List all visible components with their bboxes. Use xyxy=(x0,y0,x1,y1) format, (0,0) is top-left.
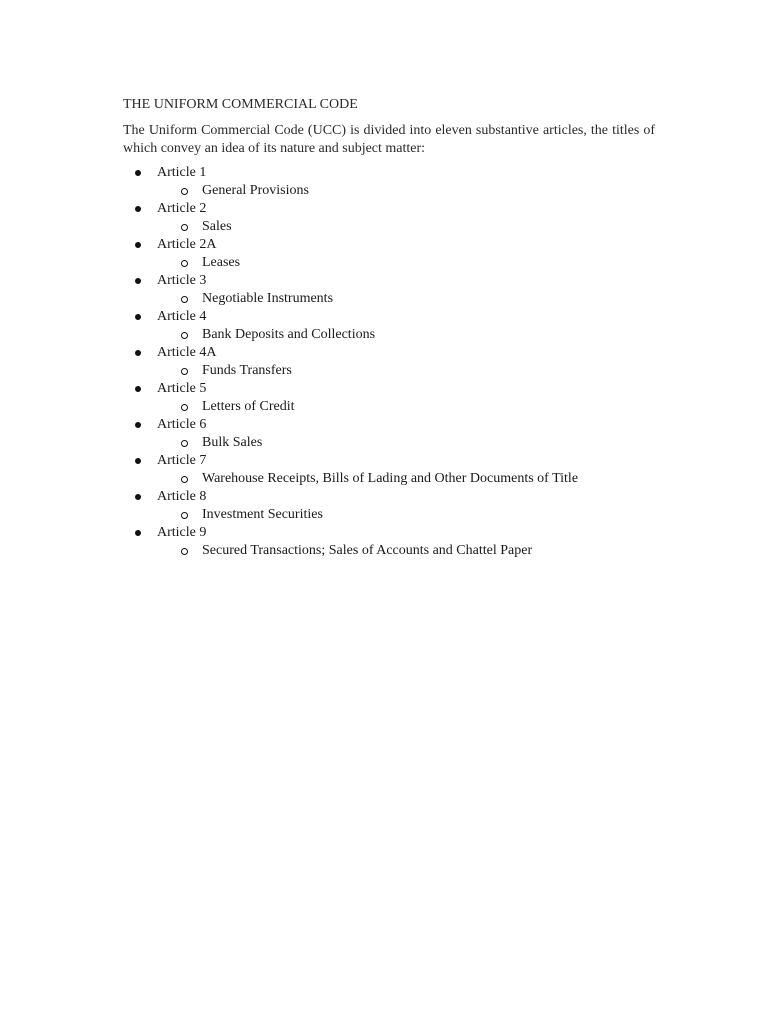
article-subject-list xyxy=(157,434,655,452)
article-subject: Funds Transfers xyxy=(202,363,292,378)
article-subject-list xyxy=(157,362,655,380)
article-item xyxy=(123,416,655,452)
article-subject-item xyxy=(157,290,655,308)
article-subject: Sales xyxy=(202,219,232,234)
article-label: Article 1 xyxy=(157,165,207,180)
article-label: Article 2 xyxy=(157,201,207,216)
bullet-icon xyxy=(134,272,142,290)
article-subject-item xyxy=(157,470,655,488)
article-subject: Negotiable Instruments xyxy=(202,291,334,306)
article-item xyxy=(123,344,655,380)
bullet-icon xyxy=(134,380,142,398)
article-subject: Letters of Credit xyxy=(202,399,295,414)
bullet-icon xyxy=(134,488,142,506)
article-subject: General Provisions xyxy=(202,183,309,198)
sub-bullet-icon xyxy=(180,362,188,380)
article-subject-list xyxy=(157,218,655,236)
document-page xyxy=(123,96,655,560)
article-subject-item xyxy=(157,182,655,200)
sub-bullet-icon xyxy=(180,542,188,560)
bullet-icon xyxy=(134,452,142,470)
article-label: Article 8 xyxy=(157,489,207,504)
article-item xyxy=(123,200,655,236)
article-subject-item xyxy=(157,506,655,524)
article-label: Article 6 xyxy=(157,417,207,432)
sub-bullet-icon xyxy=(180,434,188,452)
article-subject: Warehouse Receipts, Bills of Lading and Other Documents of Title xyxy=(202,471,579,486)
sub-bullet-icon xyxy=(180,182,188,200)
article-item xyxy=(123,272,655,308)
article-subject: Bank Deposits and Collections xyxy=(202,327,376,342)
bullet-icon xyxy=(134,164,142,182)
article-subject-item xyxy=(157,362,655,380)
article-item xyxy=(123,524,655,560)
article-label: Article 7 xyxy=(157,453,207,468)
article-subject-list xyxy=(157,290,655,308)
article-item xyxy=(123,308,655,344)
article-subject-list xyxy=(157,542,655,560)
bullet-icon xyxy=(134,344,142,362)
article-item xyxy=(123,164,655,200)
document-title: THE UNIFORM COMMERCIAL CODE xyxy=(123,97,358,112)
article-subject-item xyxy=(157,398,655,416)
article-item xyxy=(123,452,655,488)
sub-bullet-icon xyxy=(180,290,188,308)
bullet-icon xyxy=(134,200,142,218)
article-subject-list xyxy=(157,506,655,524)
article-subject-item xyxy=(157,542,655,560)
article-list xyxy=(123,164,655,560)
article-label: Article 4A xyxy=(157,345,217,360)
article-subject-item xyxy=(157,218,655,236)
article-subject: Secured Transactions; Sales of Accounts and Chattel Paper xyxy=(202,543,533,558)
bullet-icon xyxy=(134,236,142,254)
article-label: Article 3 xyxy=(157,273,207,288)
article-subject-list xyxy=(157,470,655,488)
intro-paragraph: The Uniform Commercial Code (UCC) is divided into eleven substantive articles, the titles of which convey an idea of its nature and subject matter: xyxy=(123,123,655,156)
sub-bullet-icon xyxy=(180,398,188,416)
article-subject-item xyxy=(157,254,655,272)
sub-bullet-icon xyxy=(180,218,188,236)
article-subject-list xyxy=(157,254,655,272)
article-subject-list xyxy=(157,182,655,200)
article-label: Article 9 xyxy=(157,525,207,540)
bullet-icon xyxy=(134,308,142,326)
article-subject: Bulk Sales xyxy=(202,435,263,450)
article-subject-list xyxy=(157,326,655,344)
article-item xyxy=(123,236,655,272)
sub-bullet-icon xyxy=(180,326,188,344)
sub-bullet-icon xyxy=(180,254,188,272)
bullet-icon xyxy=(134,416,142,434)
bullet-icon xyxy=(134,524,142,542)
article-subject: Leases xyxy=(202,255,241,270)
article-subject-list xyxy=(157,398,655,416)
article-label: Article 4 xyxy=(157,309,207,324)
article-subject: Investment Securities xyxy=(202,507,323,522)
sub-bullet-icon xyxy=(180,506,188,524)
article-item xyxy=(123,488,655,524)
article-label: Article 2A xyxy=(157,237,217,252)
article-subject-item xyxy=(157,434,655,452)
article-label: Article 5 xyxy=(157,381,207,396)
article-subject-item xyxy=(157,326,655,344)
sub-bullet-icon xyxy=(180,470,188,488)
article-item xyxy=(123,380,655,416)
